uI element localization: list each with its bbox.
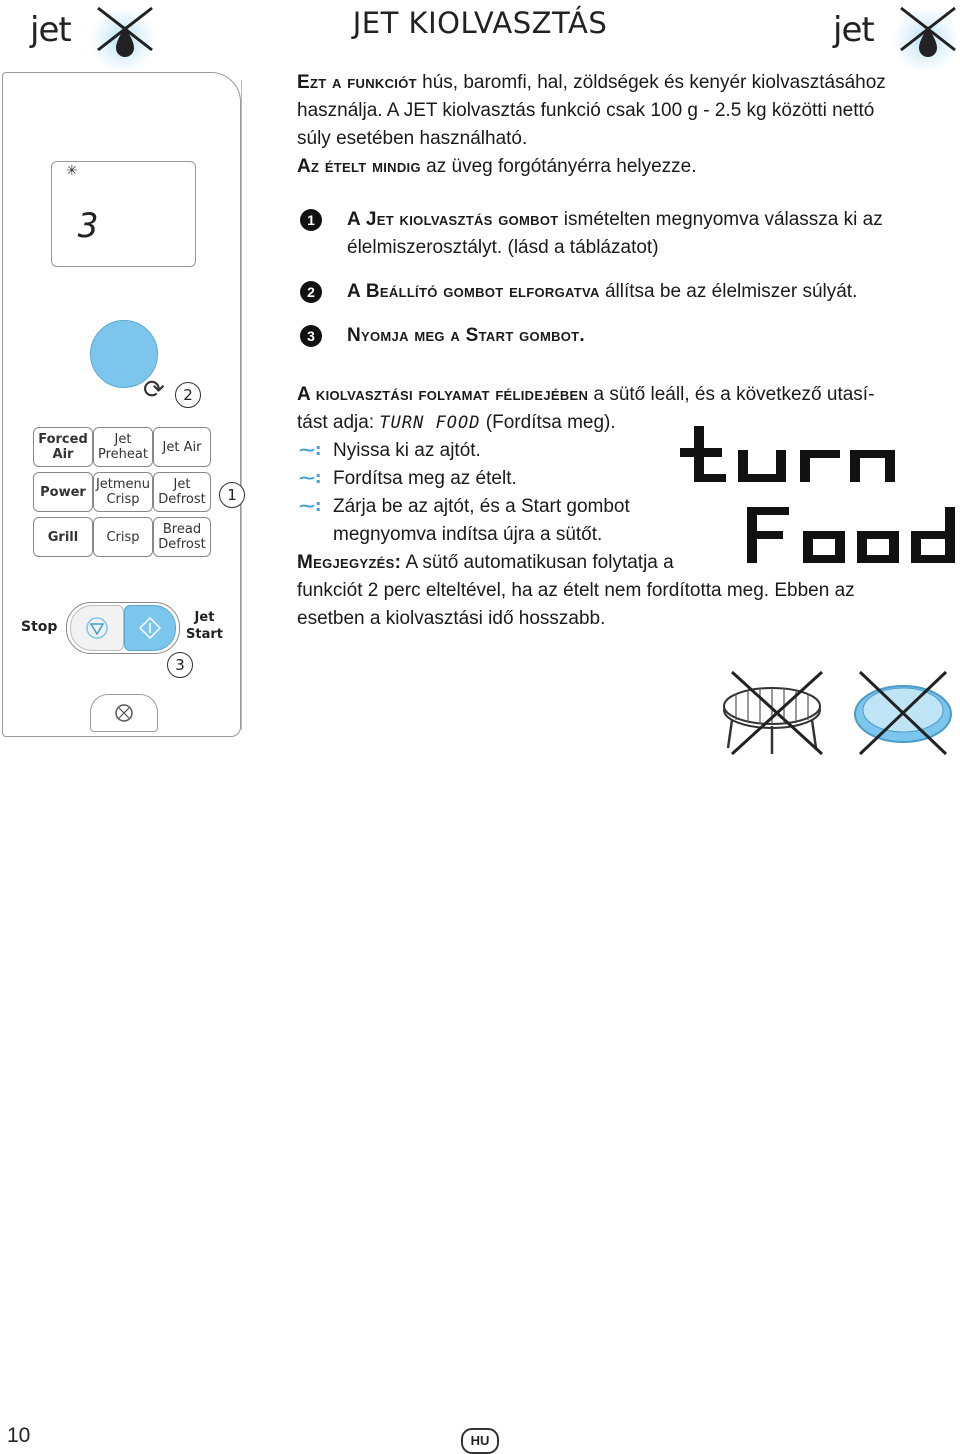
defrost-snowflake-icon: ✳ [66, 162, 78, 178]
note-line-1: Megjegyzés: A sütő automatikusan folytatja a [297, 552, 674, 573]
callout-1: 1 [219, 482, 245, 508]
intro-line-2: használja. A JET kiolvasztás funkció csak 100 g - 2.5 kg közötti nettó [297, 100, 875, 121]
step-1-number: 1 [300, 209, 322, 231]
callout-3: 3 [167, 652, 193, 678]
crisp-plate-crossed-icon [848, 668, 958, 758]
wavy-bullet-icon: ⁓: [299, 468, 322, 487]
jet-start-label: Jet Start [186, 610, 223, 642]
language-badge: HU [461, 1428, 499, 1454]
door-open-button[interactable] [90, 694, 158, 732]
callout-2: 2 [175, 382, 201, 408]
wavy-bullet-icon: ⁓: [299, 496, 322, 515]
crisp-button[interactable]: Crisp [93, 517, 153, 557]
lcd-digit: 3 [78, 206, 99, 246]
step-3-line-1: Nyomja meg a Start gombot. [347, 325, 586, 346]
lcd-word-turn [680, 424, 895, 486]
step-3-number: 3 [300, 325, 322, 347]
jet-preheat-button[interactable]: Jet Preheat [93, 427, 153, 467]
logo-text: jet [30, 10, 71, 50]
grill-button[interactable]: Grill [33, 517, 93, 557]
intro-line-3: súly esetében használható. [297, 128, 528, 149]
turn-food-code: TURN FOOD [379, 413, 481, 433]
rotate-arrows-icon: ⟳ [143, 374, 165, 404]
step-1-line-2: élelmiszerosztályt. (lásd a táblázatot) [347, 237, 659, 258]
stop-label: Stop [21, 619, 58, 635]
logo-x-drop-icon [893, 4, 960, 66]
power-button[interactable]: Power [33, 472, 93, 512]
page-number: 10 [7, 1424, 31, 1447]
jet-defrost-button[interactable]: Jet Defrost [153, 472, 211, 512]
bullet-1-text: Nyissa ki az ajtót. [333, 440, 481, 461]
intro-line-4: Az ételt mindig az üveg forgótányérra helyezze. [297, 156, 697, 177]
step-2-line-1: A Beállító gombot elforgatva állítsa be az élelmiszer súlyát. [347, 281, 858, 302]
panel-edge [241, 80, 242, 730]
note-line-2: funkciót 2 perc elteltével, ha az ételt nem fordította meg. Ebben az [297, 580, 855, 601]
bullet-3-text: Zárja be az ajtót, és a Start gombot [333, 496, 630, 517]
stop-triangle-icon [86, 617, 108, 639]
bread-defrost-button[interactable]: Bread Defrost [153, 517, 211, 557]
note-line-3: esetben a kiolvasztási idő hosszabb. [297, 608, 606, 629]
function-button-grid [33, 427, 208, 557]
grill-rack-crossed-icon [712, 668, 837, 760]
start-button[interactable] [124, 605, 176, 651]
start-diamond-icon [138, 616, 162, 640]
stop-button[interactable] [70, 605, 124, 651]
lcd-word-food [745, 505, 957, 567]
midway-line-2: tást adja: TURN FOOD (Fordítsa meg). [297, 412, 616, 433]
forced-air-button[interactable]: Forced Air [33, 427, 93, 467]
bullet-2-text: Fordítsa meg az ételt. [333, 468, 517, 489]
bullet-3-continuation: megnyomva indítsa újra a sütőt. [333, 524, 603, 545]
step-1-line-1: A Jet kiolvasztás gombot ismételten megnyomva válassza ki az [347, 209, 883, 230]
midway-line-1: A kiolvasztási folyamat félidejében a sütő leáll, és a következő utasí- [297, 384, 875, 405]
logo-text: jet [833, 10, 874, 50]
step-2-number: 2 [300, 281, 322, 303]
intro-line-1: Ezt a funkciót hús, baromfi, hal, zöldségek és kenyér kiolvasztásához [297, 72, 886, 93]
wavy-bullet-icon: ⁓: [299, 440, 322, 459]
door-icon [113, 702, 135, 724]
jet-air-button[interactable]: Jet Air [153, 427, 211, 467]
page-title: JET KIOLVASZTÁS [352, 6, 608, 40]
jetmenu-crisp-button[interactable]: Jetmenu Crisp [93, 472, 153, 512]
jet-logo-right [833, 4, 960, 68]
